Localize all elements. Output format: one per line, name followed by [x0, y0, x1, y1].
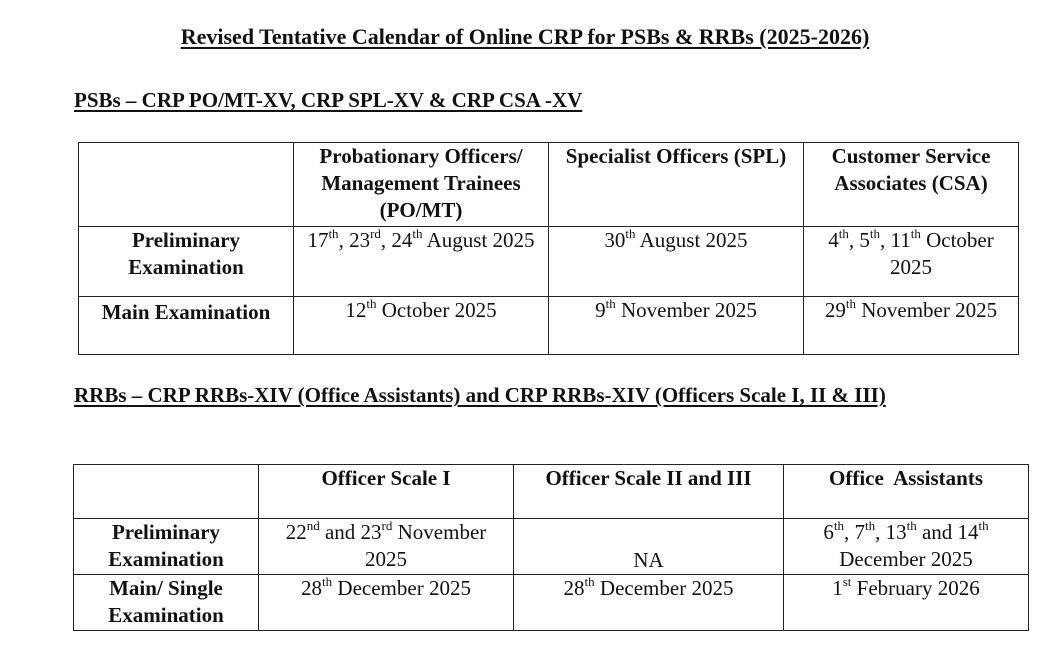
- table-cell: 9th November 2025: [549, 297, 804, 355]
- table-cell: 4th, 5th, 11th October 2025: [804, 227, 1019, 297]
- rrb-section-heading: RRBs – CRP RRBs-XIV (Office Assistants) and CRP RRBs-XIV (Officers Scale I, II & III): [74, 383, 886, 407]
- header-cell-officer-scale-1: Officer Scale I: [259, 465, 514, 519]
- table-cell: NA: [514, 519, 784, 575]
- table-header-row: [74, 465, 1029, 519]
- table-cell: 28th December 2025: [259, 575, 514, 631]
- table-row: [74, 575, 1029, 631]
- header-cell-csa: Customer Service Associates (CSA): [804, 143, 1019, 227]
- table-cell: 30th August 2025: [549, 227, 804, 297]
- table-cell: 6th, 7th, 13th and 14th December 2025: [784, 519, 1029, 575]
- row-label-main: Main Examination: [79, 297, 294, 355]
- row-label-main-single: Main/ Single Examination: [74, 575, 259, 631]
- psb-calendar-table: [78, 142, 1019, 355]
- header-cell-office-assistants: Office Assistants: [784, 465, 1029, 519]
- table-header-row: [79, 143, 1019, 227]
- table-cell: 29th November 2025: [804, 297, 1019, 355]
- header-cell-blank: [79, 143, 294, 227]
- table-row: [79, 297, 1019, 355]
- table-cell: 1st February 2026: [784, 575, 1029, 631]
- row-label-preliminary: Preliminary Examination: [79, 227, 294, 297]
- table-row: [79, 227, 1019, 297]
- header-cell-po-mt: Probationary Officers/ Management Trainees (PO/MT): [294, 143, 549, 227]
- table-row: [74, 519, 1029, 575]
- document-title: Revised Tentative Calendar of Online CRP for PSBs & RRBs (2025-2026): [180, 24, 870, 49]
- header-cell-spl: Specialist Officers (SPL): [549, 143, 804, 227]
- table-cell: 22nd and 23rd November 2025: [259, 519, 514, 575]
- table-cell: 17th, 23rd, 24th August 2025: [294, 227, 549, 297]
- header-cell-blank: [74, 465, 259, 519]
- header-cell-officer-scale-2-3: Officer Scale II and III: [514, 465, 784, 519]
- table-cell: 12th October 2025: [294, 297, 549, 355]
- rrb-calendar-table: [73, 464, 1029, 631]
- table-cell: 28th December 2025: [514, 575, 784, 631]
- psb-section-heading: PSBs – CRP PO/MT-XV, CRP SPL-XV & CRP CSA -XV: [74, 88, 583, 112]
- row-label-preliminary: Preliminary Examination: [74, 519, 259, 575]
